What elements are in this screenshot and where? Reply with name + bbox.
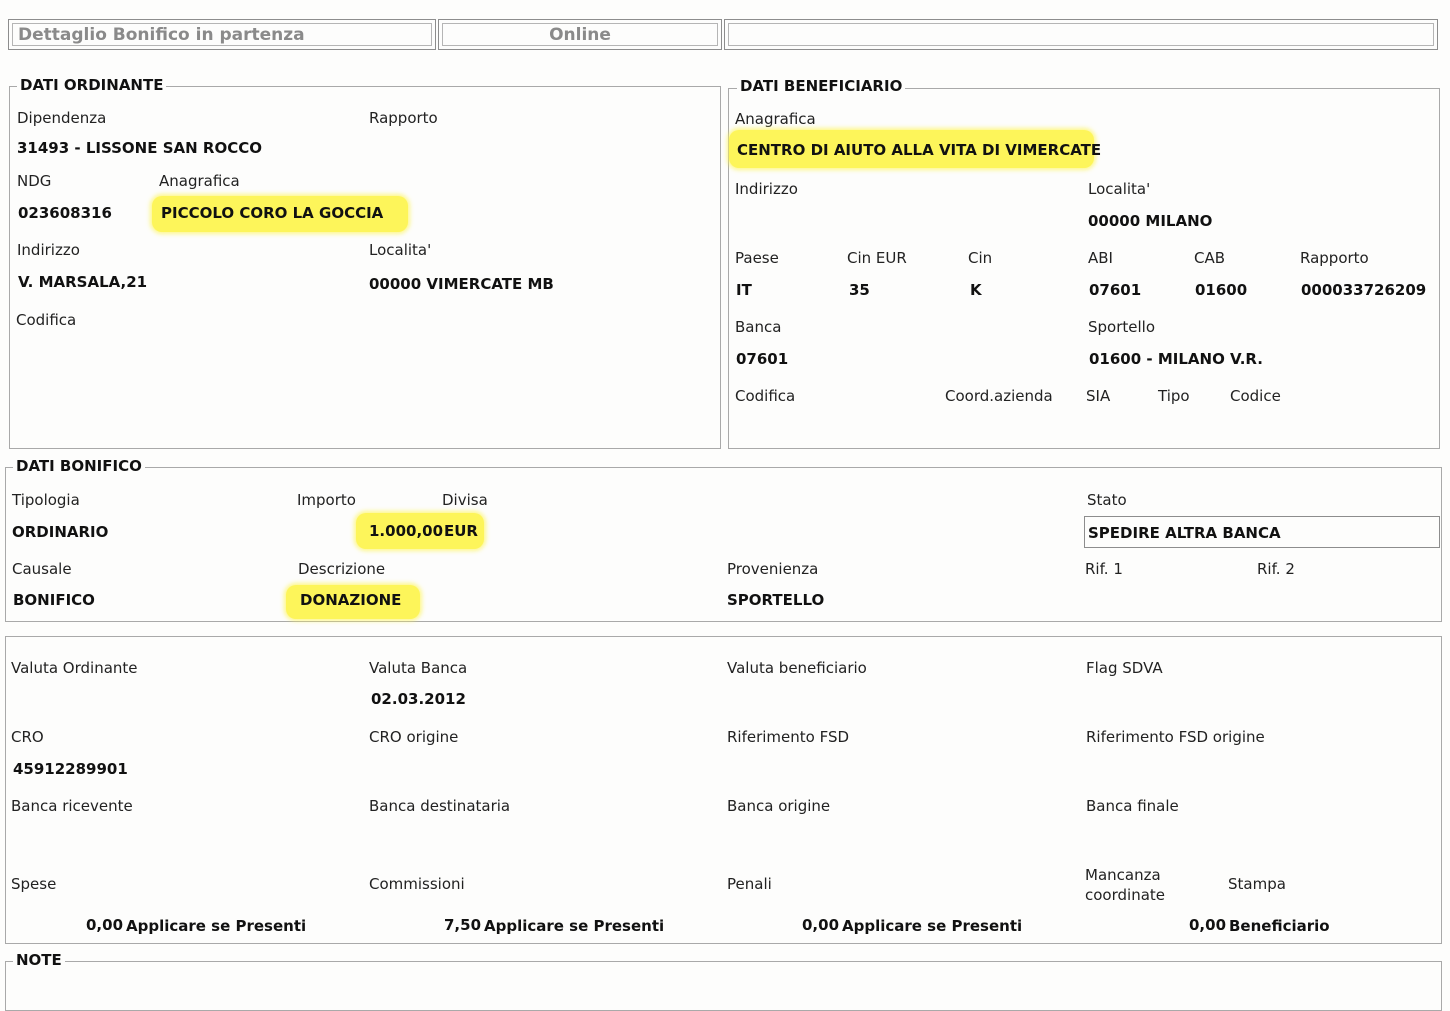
ordinante-anagrafica-label: Anagrafica bbox=[159, 172, 240, 190]
cab-label: CAB bbox=[1194, 249, 1226, 267]
ordinante-indirizzo-value: V. MARSALA,21 bbox=[18, 273, 148, 291]
beneficiario-codifica-label: Codifica bbox=[735, 387, 796, 405]
tab-online-label: Online bbox=[549, 25, 611, 45]
paese-label: Paese bbox=[735, 249, 779, 267]
abi-value: 07601 bbox=[1089, 281, 1142, 299]
ordinante-localita-value: 00000 VIMERCATE MB bbox=[369, 275, 554, 293]
paese-value: IT bbox=[736, 281, 752, 299]
cin-eur-value: 35 bbox=[849, 281, 870, 299]
flag-sdva-label: Flag SDVA bbox=[1086, 659, 1163, 677]
cin-value: K bbox=[970, 281, 982, 299]
banca-destinataria-label: Banca destinataria bbox=[369, 797, 511, 815]
stampa-amount: 0,00 bbox=[1189, 916, 1227, 934]
divisa-label: Divisa bbox=[442, 491, 488, 509]
cro-origine-label: CRO origine bbox=[369, 728, 459, 746]
tipologia-label: Tipologia bbox=[12, 491, 80, 509]
penali-label: Penali bbox=[727, 875, 772, 893]
tab-online[interactable] bbox=[438, 19, 722, 50]
commissioni-amount: 7,50 bbox=[444, 916, 482, 934]
sportello-value: 01600 - MILANO V.R. bbox=[1089, 350, 1263, 368]
beneficiario-legend: DATI BENEFICIARIO bbox=[737, 77, 905, 95]
note-panel bbox=[5, 961, 1442, 1011]
commissioni-mode: Applicare se Presenti bbox=[484, 917, 665, 935]
tab-dettaglio-label: Dettaglio Bonifico in partenza bbox=[18, 25, 305, 45]
beneficiario-rapporto-label: Rapporto bbox=[1300, 249, 1369, 267]
valuta-banca-value: 02.03.2012 bbox=[371, 690, 466, 708]
beneficiario-localita-label: Localita' bbox=[1088, 180, 1151, 198]
stato-value: SPEDIRE ALTRA BANCA bbox=[1088, 524, 1281, 542]
dipendenza-value: 31493 - LISSONE SAN ROCCO bbox=[17, 139, 262, 157]
ordinante-codifica-label: Codifica bbox=[16, 311, 77, 329]
codice-label: Codice bbox=[1230, 387, 1281, 405]
ordinante-anagrafica-value: PICCOLO CORO LA GOCCIA bbox=[161, 204, 384, 222]
cab-value: 01600 bbox=[1195, 281, 1248, 299]
causale-label: Causale bbox=[12, 560, 72, 578]
cro-value: 45912289901 bbox=[13, 760, 128, 778]
rif2-label: Rif. 2 bbox=[1257, 560, 1295, 578]
ordinante-localita-label: Localita' bbox=[369, 241, 432, 259]
banca-value: 07601 bbox=[736, 350, 789, 368]
ordinante-indirizzo-label: Indirizzo bbox=[17, 241, 80, 259]
importo-value: 1.000,00 bbox=[369, 522, 444, 540]
tipo-label: Tipo bbox=[1158, 387, 1190, 405]
cin-label: Cin bbox=[968, 249, 993, 267]
cin-eur-label: Cin EUR bbox=[847, 249, 907, 267]
beneficiario-rapporto-value: 000033726209 bbox=[1301, 281, 1427, 299]
descrizione-value: DONAZIONE bbox=[300, 591, 402, 609]
dipendenza-label: Dipendenza bbox=[17, 109, 107, 127]
bonifico-legend: DATI BONIFICO bbox=[13, 457, 145, 475]
tab-blank bbox=[724, 19, 1438, 50]
coord-azienda-label: Coord.azienda bbox=[945, 387, 1053, 405]
beneficiario-anagrafica-value: CENTRO DI AIUTO ALLA VITA DI VIMERCATE bbox=[737, 141, 1102, 159]
descrizione-label: Descrizione bbox=[298, 560, 386, 578]
penali-mode: Applicare se Presenti bbox=[842, 917, 1023, 935]
sportello-label: Sportello bbox=[1088, 318, 1156, 336]
valuta-beneficiario-label: Valuta beneficiario bbox=[727, 659, 867, 677]
beneficiario-localita-value: 00000 MILANO bbox=[1088, 212, 1213, 230]
penali-amount: 0,00 bbox=[802, 916, 840, 934]
mancanza-label-line2: coordinate bbox=[1085, 886, 1166, 904]
stampa-mode: Beneficiario bbox=[1229, 917, 1330, 935]
tab-dettaglio-bonifico[interactable] bbox=[8, 19, 436, 50]
provenienza-label: Provenienza bbox=[727, 560, 819, 578]
valuta-ordinante-label: Valuta Ordinante bbox=[11, 659, 138, 677]
banca-origine-label: Banca origine bbox=[727, 797, 831, 815]
sia-label: SIA bbox=[1086, 387, 1111, 405]
commissioni-label: Commissioni bbox=[369, 875, 465, 893]
spese-mode: Applicare se Presenti bbox=[126, 917, 307, 935]
ndg-value: 023608316 bbox=[18, 204, 112, 222]
causale-value: BONIFICO bbox=[13, 591, 95, 609]
banca-ricevente-label: Banca ricevente bbox=[11, 797, 133, 815]
valute-panel bbox=[5, 636, 1442, 944]
note-legend: NOTE bbox=[13, 951, 65, 969]
tipologia-value: ORDINARIO bbox=[12, 523, 109, 541]
divisa-value: EUR bbox=[444, 522, 478, 540]
banca-finale-label: Banca finale bbox=[1086, 797, 1179, 815]
stampa-label: Stampa bbox=[1228, 875, 1286, 893]
stato-label: Stato bbox=[1087, 491, 1127, 509]
valuta-banca-label: Valuta Banca bbox=[369, 659, 468, 677]
abi-label: ABI bbox=[1088, 249, 1113, 267]
importo-label: Importo bbox=[297, 491, 356, 509]
rif-fsd-origine-label: Riferimento FSD origine bbox=[1086, 728, 1265, 746]
ordinante-legend: DATI ORDINANTE bbox=[17, 76, 166, 94]
spese-amount: 0,00 bbox=[86, 916, 124, 934]
spese-label: Spese bbox=[11, 875, 57, 893]
beneficiario-indirizzo-label: Indirizzo bbox=[735, 180, 798, 198]
rif-fsd-label: Riferimento FSD bbox=[727, 728, 850, 746]
rapporto-label: Rapporto bbox=[369, 109, 438, 127]
rif1-label: Rif. 1 bbox=[1085, 560, 1123, 578]
ndg-label: NDG bbox=[17, 172, 52, 190]
banca-label: Banca bbox=[735, 318, 782, 336]
beneficiario-anagrafica-label: Anagrafica bbox=[735, 110, 816, 128]
mancanza-label-line1: Mancanza bbox=[1085, 866, 1161, 884]
provenienza-value: SPORTELLO bbox=[727, 591, 825, 609]
cro-label: CRO bbox=[11, 728, 44, 746]
